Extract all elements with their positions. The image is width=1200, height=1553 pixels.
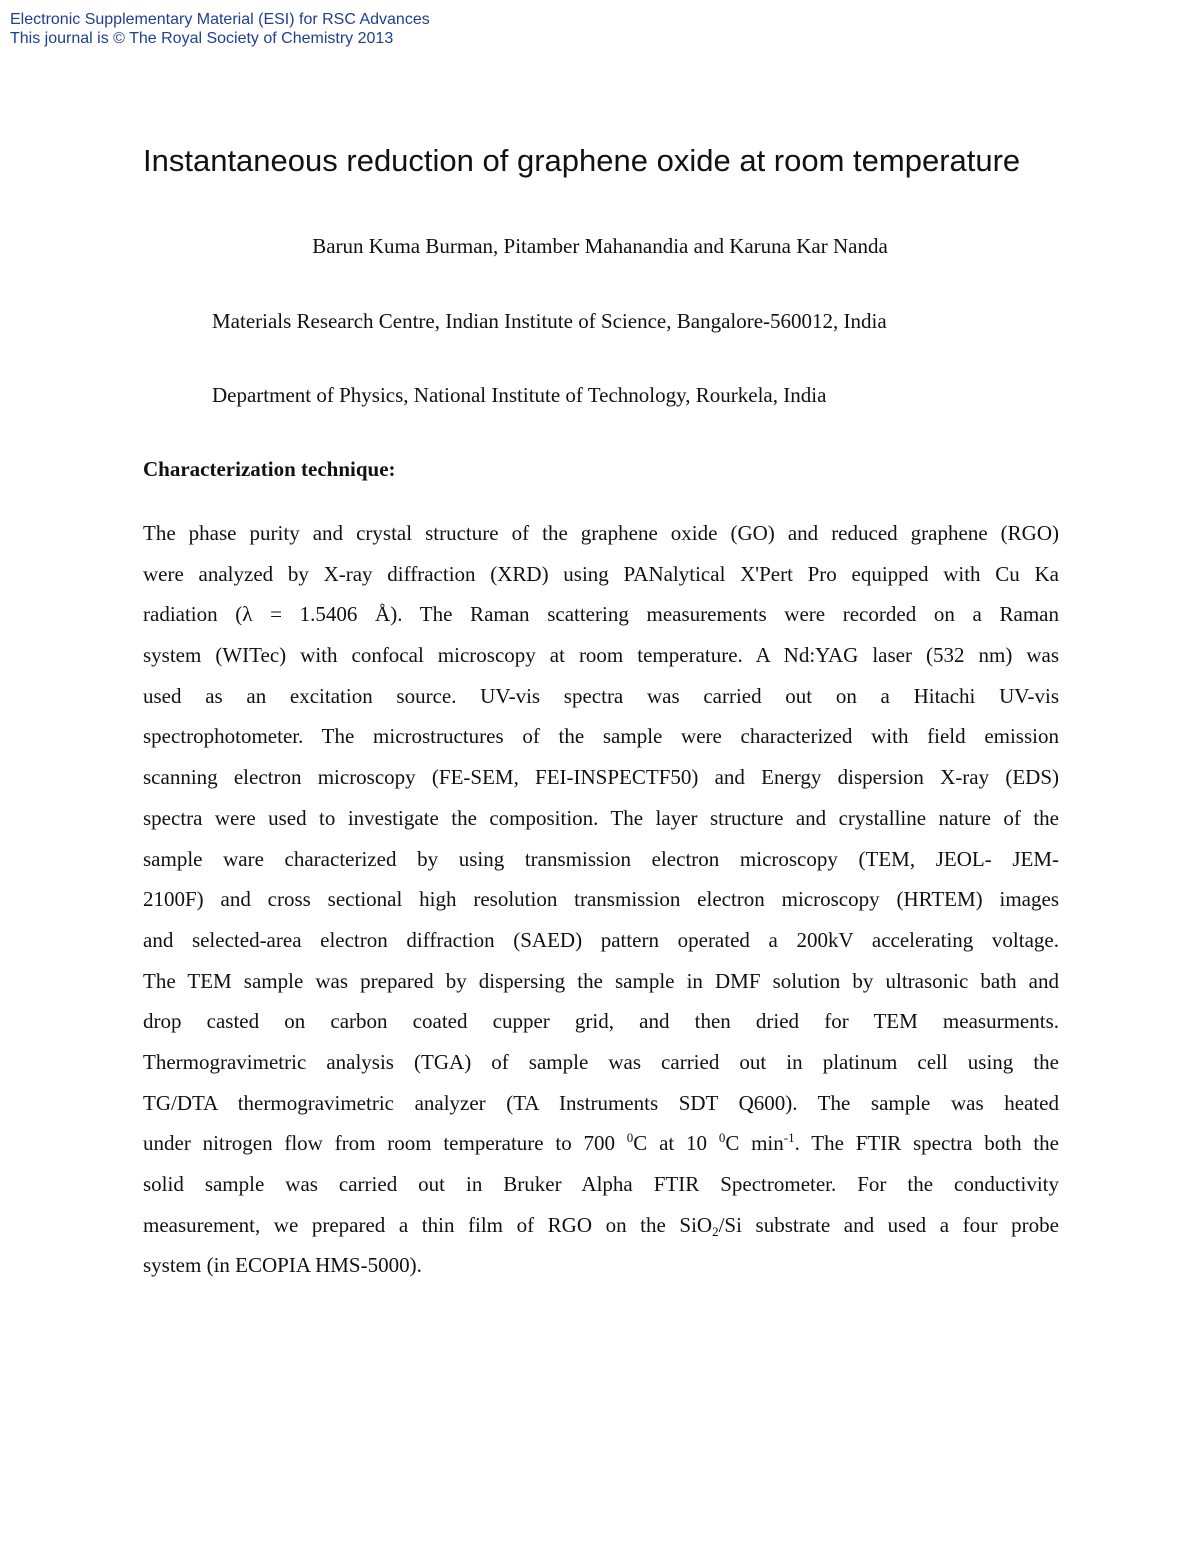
body-line-temperature <box>143 1123 1059 1164</box>
body-line: 2100F) and cross sectional high resolution transmission electron microscopy (HRTEM) images <box>143 887 1059 912</box>
esi-journal-header <box>10 10 430 48</box>
author-list: Barun Kuma Burman, Pitamber Mahanandia and Karuna Kar Nanda <box>312 234 888 258</box>
body-line: TG/DTA thermogravimetric analyzer (TA Instruments SDT Q600). The sample was heated <box>143 1090 1059 1115</box>
body-text-fragment: measurement, we prepared a thin film of RGO on the SiO <box>143 1212 713 1237</box>
body-line: spectra were used to investigate the composition. The layer structure and crystalline nature of the <box>143 805 1059 830</box>
body-line: spectrophotometer. The microstructures of the sample were characterized with field emission <box>143 724 1059 749</box>
body-text-fragment: C min <box>725 1131 784 1156</box>
body-line: were analyzed by X-ray diffraction (XRD) using PANalytical X'Pert Pro equipped with Cu Ka <box>143 561 1059 586</box>
superscript: 0 <box>718 1130 726 1146</box>
body-line: radiation (λ = 1.5406 Å). The Raman scattering measurements were recorded on a Raman <box>143 602 1059 627</box>
body-line: sample ware characterized by using transmission electron microscopy (TEM, JEOL- JEM- <box>143 846 1059 871</box>
body-line-substrate <box>143 1205 1059 1246</box>
body-line: The TEM sample was prepared by dispersing the sample in DMF solution by ultrasonic bath and <box>143 968 1059 993</box>
subscript: 2 <box>712 1223 719 1239</box>
esi-header-line-1: Electronic Supplementary Material (ESI) for RSC Advances <box>10 11 430 28</box>
body-text-fragment: C at 10 <box>633 1131 719 1156</box>
body-line: solid sample was carried out in Bruker Alpha FTIR Spectrometer. For the conductivity <box>143 1172 1059 1196</box>
body-paragraph <box>143 513 1059 1286</box>
body-line: The phase purity and crystal structure of the graphene oxide (GO) and reduced graphene (RGO) <box>143 521 1059 545</box>
esi-header-line-2: This journal is © The Royal Society of Chemistry 2013 <box>10 30 394 47</box>
body-line: scanning electron microscopy (FE-SEM, FEI-INSPECTF50) and Energy dispersion X-ray (EDS) <box>143 765 1059 790</box>
body-text-fragment: under nitrogen flow from room temperature to 700 <box>143 1131 627 1156</box>
paper-title: Instantaneous reduction of graphene oxide at room temperature <box>143 143 1021 178</box>
body-line: Thermogravimetric analysis (TGA) of sample was carried out in platinum cell using the <box>143 1049 1059 1074</box>
affiliation-1: Materials Research Centre, Indian Institute of Science, Bangalore-560012, India <box>212 309 887 333</box>
superscript: 0 <box>626 1130 634 1146</box>
body-text-fragment: /Si substrate and used a four probe <box>718 1212 1059 1237</box>
affiliation-2: Department of Physics, National Institute of Technology, Rourkela, India <box>212 383 827 407</box>
body-line: drop casted on carbon coated cupper grid, and then dried for TEM measurments. <box>143 1009 1059 1034</box>
body-text-fragment: . The FTIR spectra both the <box>794 1131 1060 1156</box>
body-line: used as an excitation source. UV-vis spectra was carried out on a Hitachi UV-vis <box>143 683 1059 708</box>
body-line: and selected-area electron diffraction (SAED) pattern operated a 200kV accelerating voltage. <box>143 927 1059 952</box>
body-line: system (WITec) with confocal microscopy at room temperature. A Nd:YAG laser (532 nm) was <box>143 643 1059 668</box>
section-heading: Characterization technique: <box>143 457 396 481</box>
body-line: system (in ECOPIA HMS-5000). <box>143 1253 422 1278</box>
superscript: -1 <box>783 1130 795 1146</box>
